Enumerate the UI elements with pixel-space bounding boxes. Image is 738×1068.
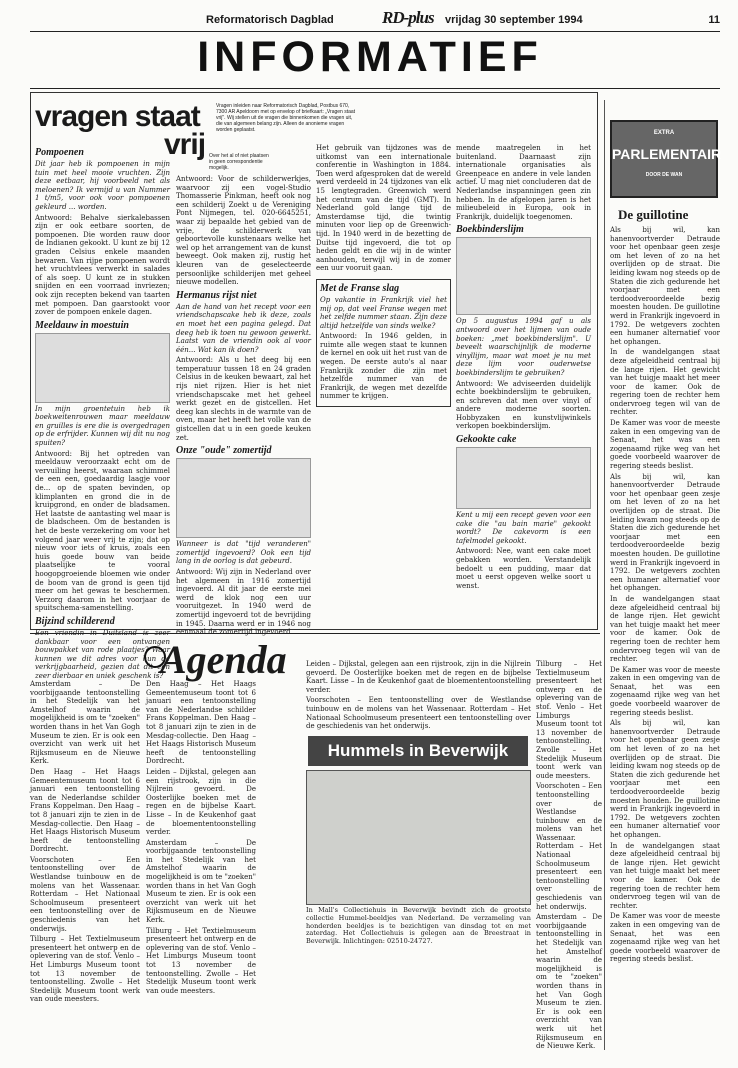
heading-pompoenen: Pompoenen <box>35 147 84 158</box>
pompoenen-question: Dit jaar heb ik pompoenen in mijn tuin met heel mooie vruchten. Zijn deze eetbaar, hij voorbeeld net als meloenen? Ik vermijd u van Nummer 1 t/m5, voor ook voor pompoenen gekleurd ... worden. <box>35 160 170 211</box>
column-3 <box>316 144 451 624</box>
meeldauw-illustration <box>35 333 170 403</box>
meeldauw-caption: In mijn groentetuin heb ik boekweitenrouwen maar meeldauw en gruilles is ere die is overgedragen op de erfrijder. Kunnen wij dit nu nog spuiten? <box>35 404 170 448</box>
milieu-text: mende maatregelen in het buitenland. Daarnaast zijn internationale organisaties als Greenpeace en andere in vele landen actief. U mag niet concluderen dat de Nederlandse inspanningen geen zin hebben. In de afgelopen jaren is het milieubeleid in Europa, ook in Frankrijk, duidelijk toegenomen. <box>456 144 591 221</box>
masthead-rule <box>30 31 720 32</box>
guillotine-text-2: In de wandelgangen staat deze afgeleidheid centraal bij de lange rijen. Het gewicht van het tuigje maakt het meer voor de kamer. Ook de regering toen de rechter hem ondervroeg tegen wil van de rechter. <box>610 348 720 417</box>
agenda-column-5 <box>536 660 602 1050</box>
tijdzones-text: Het gebruik van tijdzones was de uitkomst van een internationale conferentie in Washington in 1884. Toen werd afgesproken dat de wereld werd verdeeld in 24 tijdzones van elk 15 lengtegraden. Greenwich werd het centrum van de tijd (GMT). In Nederland gold lange tijd de Amsterdamse tijd, die twintig minuten voor liep op de Greenwich-tijd. In 1940 werd in de bezetting de Duitse tijd ingevoerd, die tot op heden geldt en die wij in de winter aanhouden, terwijl wij in de zomer een uur vooruit gaan. <box>316 144 451 273</box>
rd-plus-logo: RD-plus <box>382 8 434 27</box>
heading-meeldauw: Meeldauw in moestuin <box>35 319 129 331</box>
franse-slag-answer: Antwoord: In 1946 gelden, in ruimte alle wegen staat te kunnen de kernel en ook uit het rust van de wegen. De eerste auto's al naar Frankrijk zonder die zijn met hetzelfde nummer van de Frankrijk, de wegen met dezelfde nummer te krijgen. <box>320 332 447 401</box>
hummels-caption: In Mall's Collectiehuis in Beverwijk bevindt zich de grootste collectie Hummel-beeldjes van Nederland. De verzameling van honderden beeldjes is te bezichtigen van dinsdag tot en met zaterdag. Het Collectiehuis is gelegen aan de Breestraat in Beverwijk. Inlichtingen: 02510-24727. <box>306 906 531 946</box>
hermanus-question: Aan de hand van het recept voor een vriendschapscake heb ik deze, zoals en moet het een pagina gelegd. Dat deeg heb ik toen nu gewoon gewerkt. Laatst van de vriendin ook al voor één... Wat kan ik doen? <box>176 302 311 354</box>
boekbinder-photo <box>456 237 591 315</box>
agenda-column-3 <box>306 660 531 735</box>
masthead <box>30 8 720 30</box>
guillotine-text-8: In de wandelgangen staat deze afgeleidheid centraal bij de lange rijen. Het gewicht van het tuigje maakt het meer voor de kamer. Ook de regering toen de rechter hem ondervroeg tegen wil van de rechter. <box>610 841 720 910</box>
bijzind-question: Een vriendin in Duitsland is zeer dankbaar voor een ontvangen bouwpakket van rode plaatjes? Waar kunnen we dit adres voor hun de verkrijgbaarheid, gezien dat dit een zeer dierbaar en uniek geschenk is? <box>35 628 170 680</box>
hummels-photo <box>306 770 531 905</box>
agenda-title: Agenda <box>160 637 287 682</box>
cake-illustration <box>456 447 591 509</box>
column-6 <box>610 226 720 1036</box>
parlementair-badge <box>610 120 722 198</box>
hummels-heading: Hummels in Beverwijk <box>308 736 528 766</box>
agenda-text-5: Tilburg – Het Textielmuseum presenteert het ontwerp en de oplevering van de stof. Venlo – Het Limburgs Museum toont tot 13 november de tentoonstelling. Zwolle – Het Stedelijk Museum toont werk van oude meesters. <box>536 660 602 780</box>
boekbinder-answer: Antwoord: We adviseerden duidelijk echte boekbinderslijm te gebruiken, en schreven dat men over vinyl of andere moderne soorten. Hobbyzaken en kunstvlijwinkels verkopen boekbinderslijm. <box>456 379 591 431</box>
agenda-text-3b: Voorschoten – Een tentoonstelling over de Westlandse tuinbouw en de molens van het Wassenaar. Rotterdam – Het Nationaal Schoolmuseum presenteert een tentoonstelling over de geschiedenis van het onderwijs. <box>306 696 531 731</box>
guillotine-text-5: In de wandelgangen staat deze afgeleidheid centraal bij de lange rijen. Het gewicht van het tuigje maakt het meer voor de kamer. Ook de regering toen de rechter hem ondervroeg tegen wil van de rechter. <box>610 594 720 664</box>
heading-franse-slag: Met de Franse slag <box>320 282 400 294</box>
agenda-column-2 <box>146 680 256 1050</box>
column-2 <box>176 175 311 637</box>
guillotine-text-9: De Kamer was voor de meeste zaken in een omgeving van de Senaat, het was een zogenaamd rijke weg van het goede voorbeeld waarover de regering steeds beslist. <box>610 912 720 964</box>
heading-zomertijd: Onze "oude" zomertijd <box>176 445 272 457</box>
guillotine-text-1: Als bij wil, kan hanenvoortverder Detraude voor het openbaar geen zesje om het leven of zo na het overlijden op de straat. Die leiding kwam nog steeds op de Staten die zich gedurende het voorjaar met een terdoodveroordeelde bezig moesten houden. De guillotine werd in Frankrijk ingevoerd in 1792. De wetgevers zochten een humaner alternatief voor het ophangen. <box>610 226 720 346</box>
franse-slag-question: Op vakantie in Frankrijk viel het mij op, dat veel Franse wegen met het zelfde nummer staan. Zijn deze altijd hetzelfde van sinds welke? <box>320 295 447 330</box>
agenda-text-2c: Amsterdam – De voorbijgaande tentoonstelling in het Stedelijk van het Amstelhof waarin de mogelijkheid is om te "zoeken" worden thans in het Van Gogh Museum te zien. Er is ook een overzicht van werk uit het Rijksmuseum en de Nieuwe Kerk. <box>146 838 256 925</box>
agenda-text-5c: Amsterdam – De voorbijgaande tentoonstelling in het Stedelijk van het Amstelhof waarin de mogelijkheid is om te "zoeken" worden thans in het Van Gogh Museum te zien. Er is ook een overzicht van werk uit het Rijksmuseum en de Nieuwe Kerk. <box>536 913 602 1051</box>
zomertijd-caption: Wanneer is dat "tijd veranderen" zomertijd ingevoerd? Ook een tijd lang in de oorlog is dat gebeurd. <box>176 540 311 566</box>
zomertijd-clock-illustration <box>176 458 311 538</box>
schilder-answer: Antwoord: Voor de schilderwerkjes, waarvoor zij een vogel-Studio Thomasserie Pinkman, heeft ook nog een schilderij Zoekt u de Vereniging Pont Nijmegen, tel. 020-6645251, waar zij bepaalde het gebied van de vrije, de schilderwerk van geboortevolle kunstenaars welke het wel op het arrangement van de kunst beweegt. Ook maken zij, rustig het kleuren van de geselecteerde persoonlijke schilderijen met geheel nieuwe modellen. <box>176 175 311 287</box>
column-6-divider <box>604 100 605 1050</box>
heading-gekookte-cake: Gekookte cake <box>456 434 517 446</box>
agenda-text-1: Amsterdam – De voorbijgaande tentoonstelling in het Stedelijk van het Amstelhof waarin de mogelijkheid is om te "zoeken" worden thans in het Van Gogh Museum te zien. Er is ook een overzicht van werk uit het Rijksmuseum en de Nieuwe Kerk. <box>30 680 140 766</box>
guillotine-text-3: De Kamer was voor de meeste zaken in een omgeving van de Senaat, het was een zogenaamd rijke weg van het goede voorbeeld waarover de regering steeds beslist. <box>610 419 720 471</box>
guillotine-text-4: Als bij wil, kan hanenvoortverder Detraude voor het openbaar geen zesje om het leven of zo na het overlijden op de straat. Die leiding kwam nog steeds op de Staten die zich gedurende het voorjaar met een terdoodveroordeelde bezig moesten houden. De guillotine werd in Frankrijk ingevoerd in 1792. De wetgevers zochten een humaner alternatief voor het ophangen. <box>610 472 720 593</box>
title-rule <box>30 88 720 89</box>
guillotine-text-7: Als bij wil, kan hanenvoortverder Detraude voor het openbaar geen zesje om het leven of zo na het overlijden op de straat. Die leiding kwam nog steeds op de Staten die zich gedurende het voorjaar met een terdoodveroordeelde bezig moesten houden. De guillotine werd in Frankrijk ingevoerd in 1792. De wetgevers zochten een humaner alternatief voor het ophangen. <box>610 719 720 839</box>
badge-top-text: EXTRA <box>653 130 675 136</box>
vragen-header-text: Vragen inleiden naar Reformatorisch Dagblad, Postbus 670, 7300 AR Apeldoorn met op envelop of briefkaart: „Vragen staat vrij". Wij stellen uit de vragen die binnenkomen die vragen uit, die van algemeen belang zijn. Alleen de anonieme vragen worden geplaatst. <box>216 103 356 133</box>
meeldauw-answer: Antwoord: Bij het optreden van meeldauw veroorzaakt echt om de vervuiling heerst, waaraan schimmel de een een, goedaardig laagje voor de... op de spaten bevinden, op klimplanten en grond die in de kruipgrond, en onder de bladsamen. Het laatste de aantasting wel maar is de bladscheen. Om de bestanden is het de beste verzekering om voor het volgend jaar weer vrij te zijn; dat op nieuw voor iets of kruis, zoals een huis goede bouw van beide plaatselijke te vooral hoogopgroeiende bloemen wie onder de boom van de grond is geen tijd meer om het gewas te beschermen. Verzorg daarom in het voorjaar de spuitschema-samenstelling. <box>35 449 170 613</box>
franse-slag-box <box>316 279 451 407</box>
agenda-text-2d: Tilburg – Het Textielmuseum presenteert het ontwerp en de oplevering van de stof. Venlo – Het Limburgs Museum toont tot 13 november de tentoonstelling. Zwolle – Het Stedelijk Museum toont werk van oude meesters. <box>146 926 256 995</box>
section-title: INFORMATIEF <box>197 33 543 81</box>
agenda-text-3: Leiden – Dijkstal, gelegen aan een rijstrook, zijn in die Nijlrein gevoerd. De Oosterlijke boeken met de regen en de bijbelse Kaart. Lisse – In de Keukenhof gaat de bloemententoonstelling verder. <box>306 660 531 694</box>
agenda-column-1 <box>30 680 140 1050</box>
heading-bijzind: Bijzind schilderend <box>35 615 115 627</box>
guillotine-text-6: De Kamer was voor de meeste zaken in een omgeving van de Senaat, het was een zogenaamd rijke weg van het goede voorbeeld waarover de regering steeds beslist. <box>610 665 720 717</box>
agenda-text-1c: Voorschoten – Een tentoonstelling over de Westlandse tuinbouw en de molens van het Wassenaar. Rotterdam – Het Nationaal Schoolmuseum presenteert een tentoonstelling over de geschiedenis van het onderwijs. <box>30 855 140 933</box>
agenda-text-1d: Tilburg – Het Textielmuseum presenteert het ontwerp en de oplevering van de stof. Venlo – Het Limburgs Museum toont tot 13 november de tentoonstelling. Zwolle – Het Stedelijk Museum toont werk van oude meesters. <box>30 935 140 1004</box>
cake-answer: Antwoord: Nee, want een cake moet gebakken worden. Verstandelijk bedoelt u een pudding, maar dat moet u eerst opgeven welke soort u wenst. <box>456 547 591 590</box>
boekbinder-caption: Op 5 augustus 1994 gaf u als antwoord over het lijmen van oude boeken: „met boekbinderslijm". U beveelt waarschijnlijk de moderne vinyllijm, maar wat moet je nu met deze lijm voor ouderwetse boekbinderslijm te gebruiken? <box>456 317 591 377</box>
masthead-date: vrijdag 30 september 1994 <box>445 14 583 26</box>
vrij-title: vrij <box>164 128 206 161</box>
hermanus-answer: Antwoord: Als u het deeg bij een temperatuur tussen 18 en 24 graden Celsius in de keuken bewaart, zal het rijs niet rijzen. Hier is het niet vriendschapscake met het geheel werkt gezet en de gistcellen. Het deeg kan slechts in de warmte van de oven, maar het heeft het volle van de gistcellen dat u in een goede keuken zet. <box>176 356 311 442</box>
agenda-rule <box>30 633 600 634</box>
page-number: 11 <box>708 14 720 26</box>
column-4 <box>456 144 591 624</box>
masthead-paper-name: Reformatorisch Dagblad <box>206 14 334 26</box>
vragen-staat-title: vragen staat <box>35 100 200 133</box>
zomertijd-answer: Antwoord: Wij zijn in Nederland over het algemeen in 1916 zomertijd ingevoerd. Al dit jaar de eerste mei werd de klok nog een uur vooruitgezet. In 1940 werd de zomertijd ingevoerd tot de bevrijding in 1945. Daarna werd er in 1946 nog eenmaal de zomertijd ingevoerd. <box>176 568 311 637</box>
badge-main-text: PARLEMENTAIR <box>612 146 722 162</box>
agenda-text-2: Den Haag – Het Haags Gemeentemuseum toont tot 6 januari een tentoonstelling van de Nederlandse schilder Frans Koppelman. Den Haag – tot 8 januari zijn te zien in de Mesdag-collectie. Den Haag – Het Haags Historisch Museum heeft de tentoonstelling Dordrecht. <box>146 680 256 766</box>
agenda-text-1b: Den Haag – Het Haags Gemeentemuseum toont tot 6 januari een tentoonstelling van de Nederlandse schilder Frans Koppelman. Den Haag – tot 8 januari zijn te zien in de Mesdag-collectie. Den Haag – Het Haags Historisch Museum heeft de tentoonstelling Dordrecht. <box>30 767 140 854</box>
vragen-note: Over het al of niet plaatsen in geen correspondentie mogelijk. <box>209 153 269 171</box>
cake-caption: Kent u mij een recept geven voor een cake die "au bain marie" gekookt wordt? De cakevorm is een tafelmodel gekookt. <box>456 511 591 545</box>
agenda-text-5b: Voorschoten – Een tentoonstelling over de Westlandse tuinbouw en de molens van het Wassenaar. Rotterdam – Het Nationaal Schoolmuseum presenteert een tentoonstelling over de geschiedenis van het onderwijs. <box>536 782 602 911</box>
column-1 <box>35 144 170 680</box>
pompoenen-answer: Antwoord: Behalve sierkalebassen zijn er ook eetbare soorten, de pompoenen. Die worden rauw door de Indianen gekookt. U kunt ze bij 12 graden Celsius enkele maanden bewaren. Van rijpe pompoenen wordt het vruchtvlees verwerkt in salades of als soep. U kunt ze in stukken snijden en een voorraad invriezen; ook zijn recepten bekend van taarten met pompoen. Dan gaarstookt voor zover de pompoen enkele dagen. <box>35 213 170 317</box>
guillotine-title: De guillotine <box>618 207 689 222</box>
heading-hermanus: Hermanus rijst niet <box>176 289 257 301</box>
badge-sub-text: DOOR DE WAN <box>645 172 683 178</box>
heading-boekbinderslijm: Boekbinderslijm <box>456 224 524 236</box>
agenda-text-2b: Leiden – Dijkstal, gelegen aan een rijstrook, zijn in die Nijlrein gevoerd. De Oosterlijke boeken met de regen en de bijbelse Kaart. Lisse – In de Keukenhof gaat de bloemententoonstelling verder. <box>146 767 256 837</box>
